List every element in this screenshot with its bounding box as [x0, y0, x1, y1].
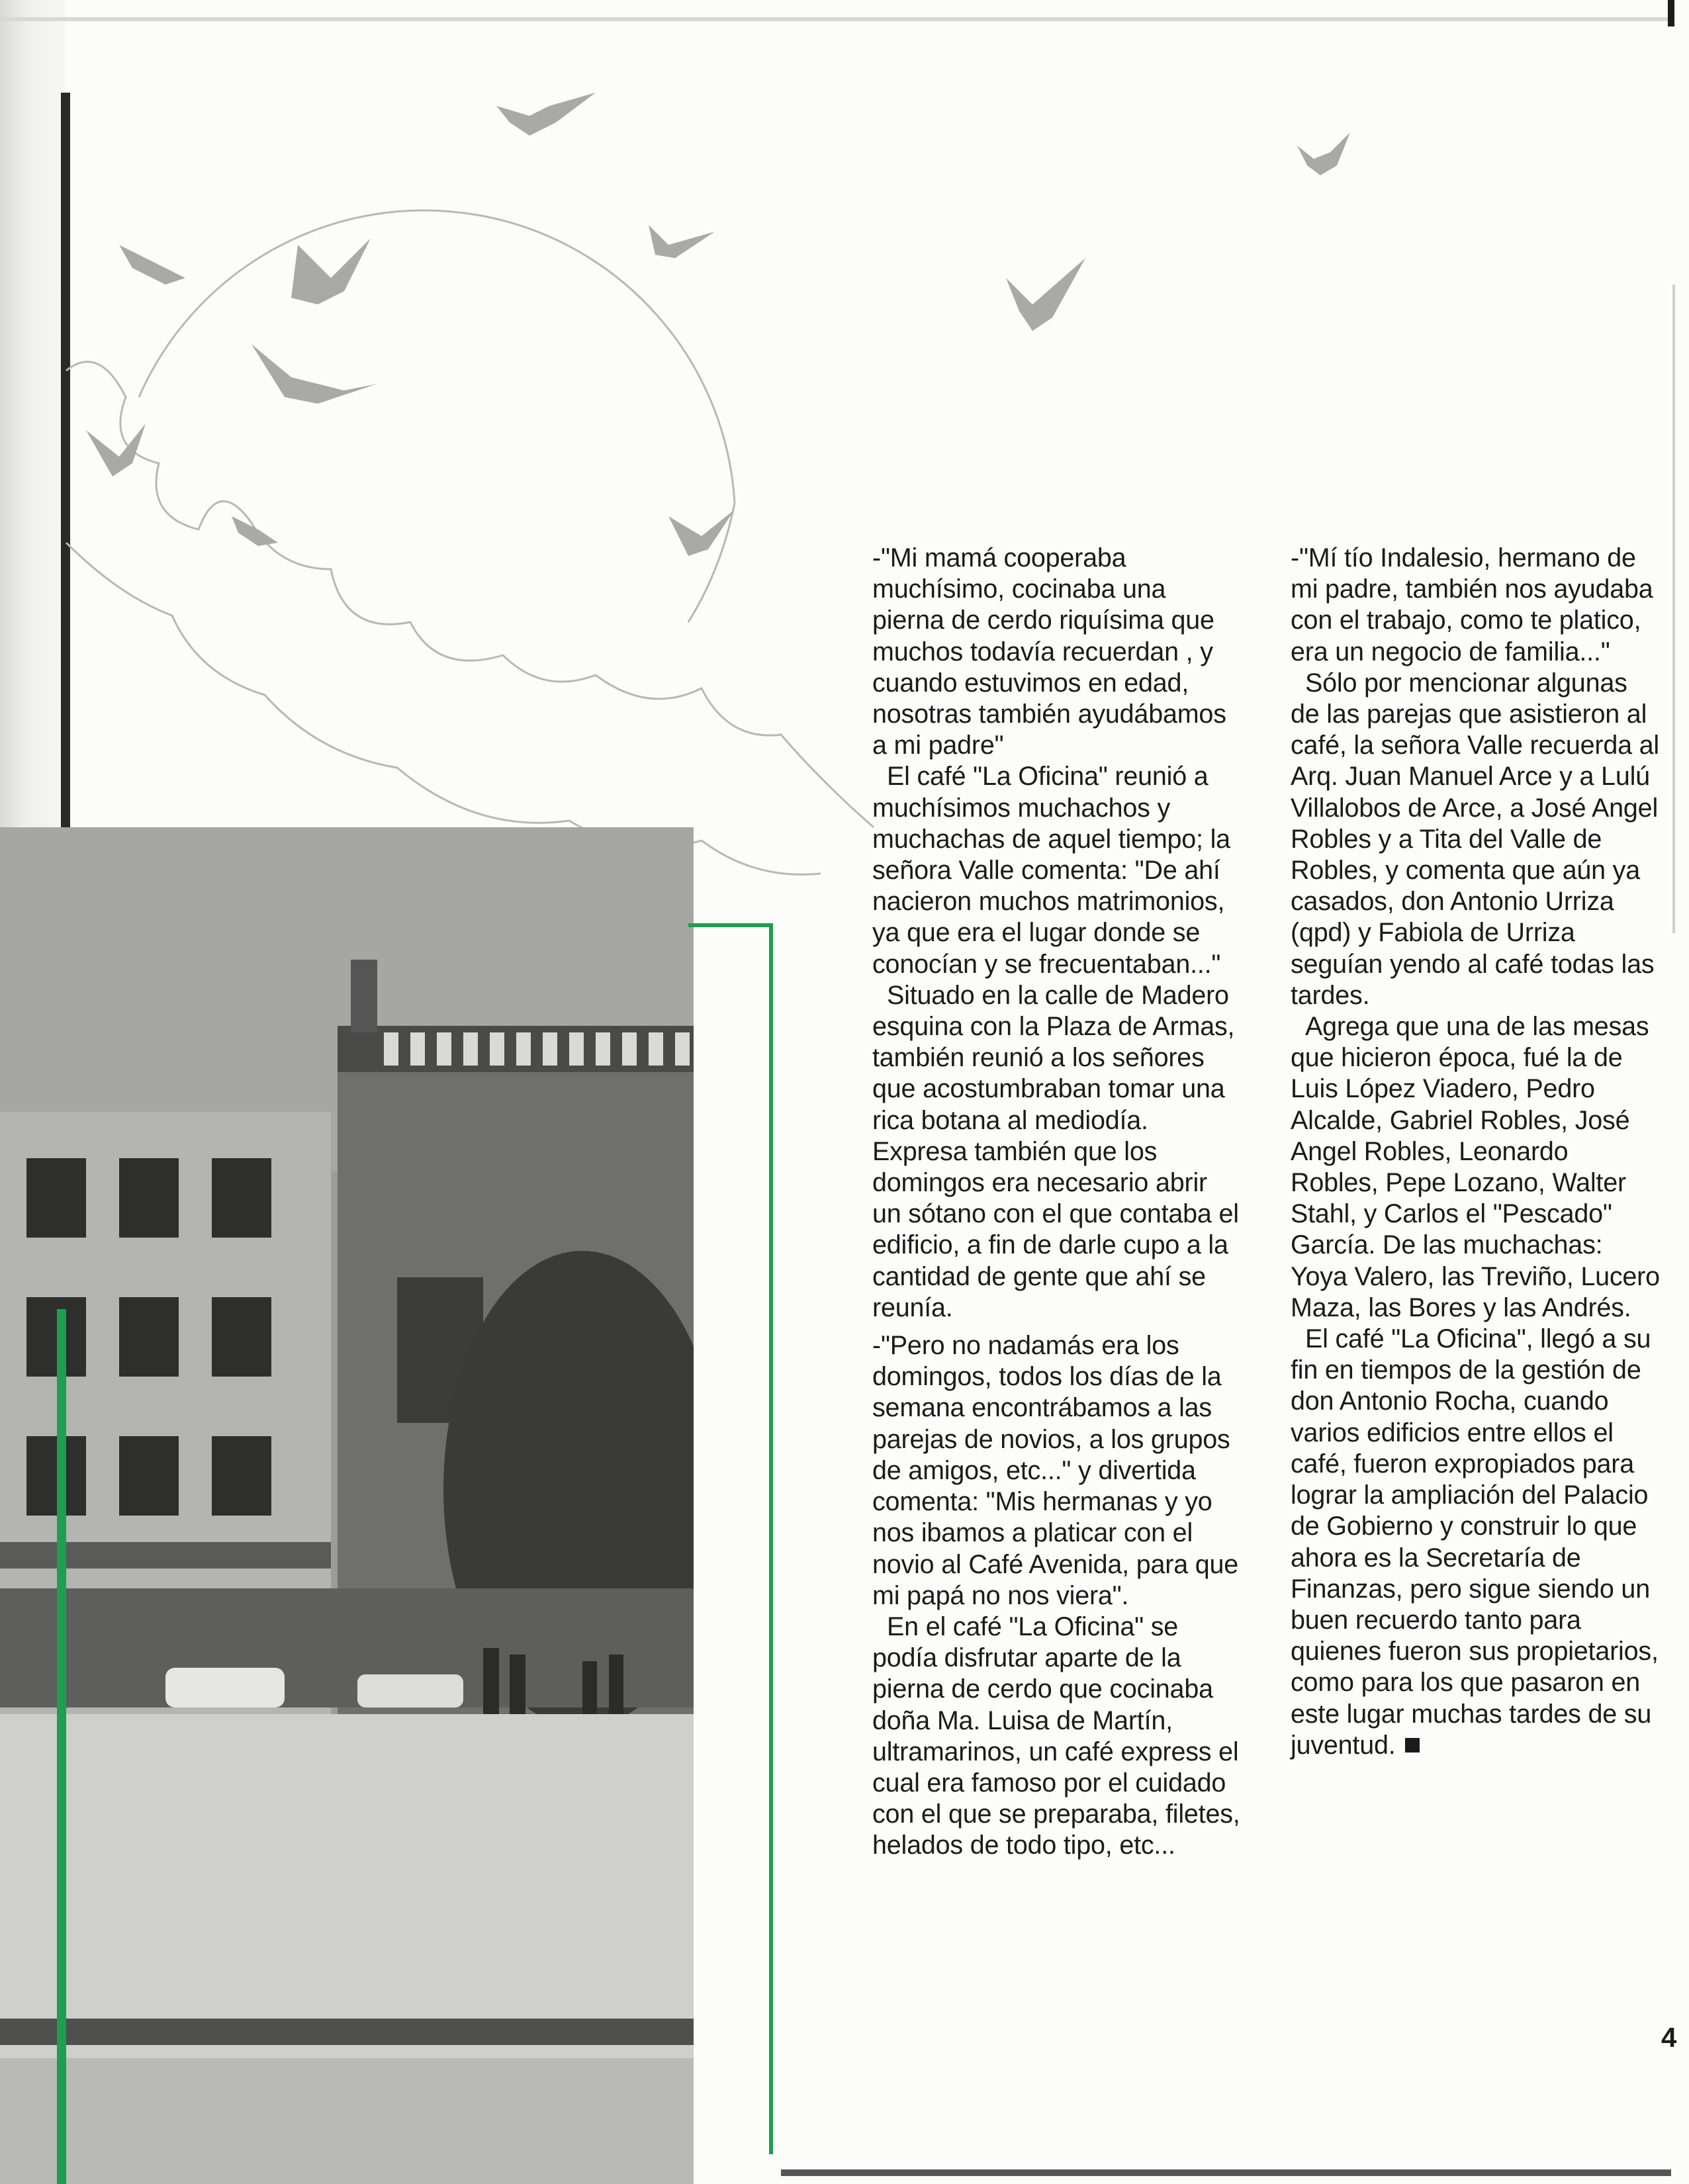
- paragraph: Sólo por mencionar algunas de las parejas que asistieron al café, la señora Valle recuerda al Arq. Juan Manuel Arce y a Lulú Villalobos de Arce, a José Angel Robles y a Tita del Valle de Robles, y comenta que aún ya casados, don Antonio Urriza (qpd) y Fabiola de Urriza seguían yendo al café todas las tardes.: [1291, 668, 1659, 1010]
- bottom-edge-rule: [781, 2169, 1671, 2176]
- photo-art: [0, 827, 694, 2184]
- bird-icon: [86, 424, 146, 477]
- bird-icon: [251, 344, 377, 404]
- green-frame-accent: [688, 923, 773, 2154]
- paragraph: Situado en la calle de Madero esquina con la Plaza de Armas, también reunió a los señores que acostumbraban tomar una rica botana al mediodía. Expresa también que los domingos era necesario abrir un sótano con el que contaba el edificio, a fin de darle cupo a la cantidad de gente que ahí se reunía.: [872, 980, 1239, 1322]
- bird-icon: [232, 516, 278, 546]
- bird-icon: [668, 510, 735, 556]
- bird-icon: [291, 238, 371, 304]
- paragraph: En el café "La Oficina" se podía disfrutar aparte de la pierna de cerdo que cocinaba doña Ma. Luisa de Martín, ultramarinos, un café express el cual era famoso por el cuidado con el que se preparaba, filetes, helados de todo tipo, etc...: [872, 1612, 1240, 1860]
- bird-icon: [496, 93, 596, 136]
- paragraph: -"Mí tío Indalesio, hermano de mi padre, también nos ayudaba con el trabajo, como te platico, era un negocio de familia...": [1291, 543, 1653, 666]
- sun-circle: [139, 210, 735, 503]
- closing-paragraph-text: El café "La Oficina", llegó a su fin en tiempos de la gestión de don Antonio Rocha, cuando varios edificios entre ellos el café, fueron expropiados para lograr la ampliación del Palacio de Gobierno y construir lo que ahora es la Secretaría de Finanzas, pero sigue siendo un buen recuerdo tanto para quienes fueron sus propietarios, como para los que pasaron en este lugar muchas tardes de su juventud.: [1291, 1324, 1659, 1760]
- building-street-photo: [0, 827, 694, 2184]
- sun-rim: [688, 503, 735, 622]
- bird-icon: [1006, 258, 1085, 331]
- cloud-outline: [66, 362, 874, 827]
- bird-icon: [1297, 132, 1350, 175]
- end-of-article-icon: [1405, 1738, 1420, 1752]
- closing-paragraph: [1291, 1324, 1661, 1761]
- paragraph: -"Pero no nadamás era los domingos, todos los días de la semana encontrábamos a las parejas de novios, a los grupos de amigos, etc..." y divertida comenta: "Mis hermanas y yo nos ibamos a platicar con el novio al Café Avenida, para que mi papá no nos viera".: [872, 1331, 1239, 1610]
- paragraph: El café "La Oficina" reunió a muchísimos muchachos y muchachas de aquel tiempo; la señora Valle comenta: "De ahí nacieron muchos matrimonios, ya que era el lugar donde se conocían y se frecuentaban...": [872, 762, 1230, 979]
- paragraph: Agrega que una de las mesas que hicieron época, fué la de Luis López Viadero, Pedro Alcalde, Gabriel Robles, José Angel Robles, Leonardo Robles, Pepe Lozano, Walter Stahl, y Carlos el "Pescado" García. De las muchachas: Yoya Valero, las Treviño, Lucero Maza, las Bores y las Andrés.: [1291, 1012, 1660, 1322]
- article-column-2: [1291, 543, 1661, 1761]
- bird-icon: [649, 225, 715, 258]
- article-column-1: [872, 543, 1243, 1862]
- green-edge-accent: [57, 1309, 66, 2184]
- cloud-outline-lower: [66, 543, 821, 874]
- page-number: 4: [1661, 2022, 1677, 2053]
- bird-icon: [119, 245, 185, 285]
- paragraph: -"Mi mamá cooperaba muchísimo, cocinaba una pierna de cerdo riquísima que muchos todavía recuerdan , y cuando estuvimos en edad, nosotras también ayudábamos a mi padre": [872, 543, 1226, 760]
